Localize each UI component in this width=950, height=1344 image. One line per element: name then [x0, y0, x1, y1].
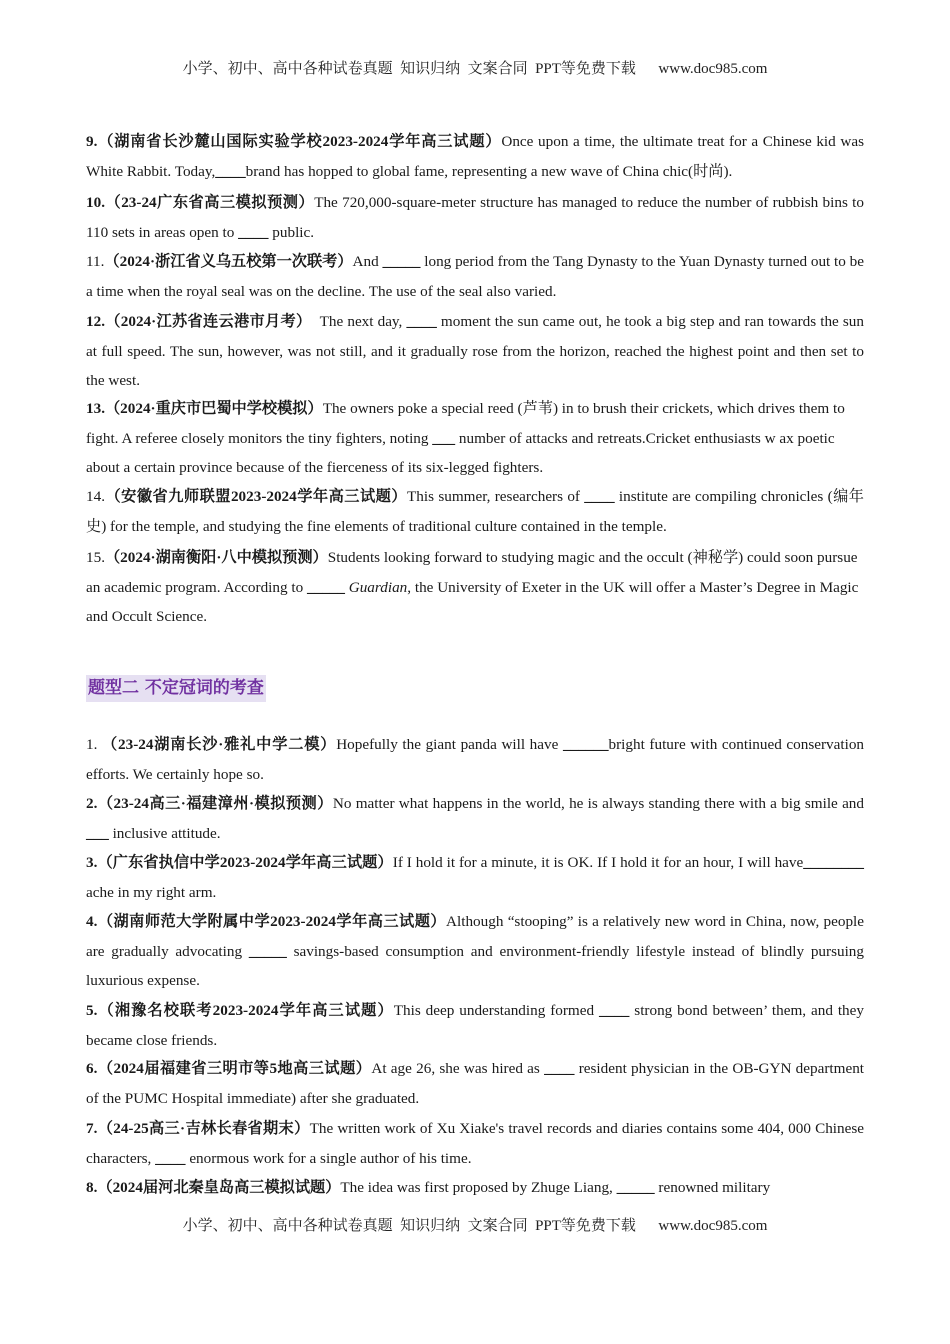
question-text: moment the sun came out, he took a big step and ran towards the sun at full speed. The sun, however, was not still, and it gradually rose from the horizon, reached the highest point and then set to the west.: [86, 313, 864, 389]
question-text: public.: [268, 223, 315, 241]
question-number: 1.: [86, 736, 98, 753]
question-5: [86, 996, 864, 1055]
answer-blank[interactable]: ____: [215, 162, 246, 180]
question-number: 15.: [86, 549, 105, 566]
answer-blank[interactable]: _____: [382, 253, 421, 270]
question-source: （2024·江苏省连云港市月考）: [104, 313, 312, 330]
question-source: （23-24高三·福建漳州·模拟预测）: [97, 795, 333, 812]
question-text: The next day,: [311, 313, 407, 330]
answer-blank[interactable]: ________: [803, 854, 864, 871]
question-text-italic: Guardian: [348, 578, 408, 596]
question-14: [86, 482, 864, 541]
question-6: [86, 1054, 864, 1113]
question-text: renowned military: [654, 1179, 771, 1196]
question-number: 8.: [86, 1179, 98, 1196]
page-footer: 小学、初中、高中各种试卷真题 知识归纳 文案合同 PPT等免费下载 www.doc985.com: [182, 1218, 768, 1234]
question-text: The idea was first proposed by Zhuge Liang,: [340, 1179, 617, 1196]
question-number: 7.: [86, 1120, 98, 1137]
question-text: number of attacks and retreats.Cricket enthusiasts w ax poetic about a certain province because of the fierceness of its six-legged fighters.: [86, 429, 835, 476]
answer-blank[interactable]: _____: [248, 942, 287, 960]
answer-blank[interactable]: _____: [616, 1179, 655, 1196]
answer-blank[interactable]: ____: [238, 223, 269, 241]
question-13: [86, 394, 864, 483]
question-text: resident physician in the OB-GYN department of the PUMC Hospital immediate) after she graduated.: [86, 1060, 865, 1107]
question-text: institute are compiling chronicles (编年史) for the temple, and studying the fine elements of traditional culture contained in the temple.: [86, 488, 864, 535]
question-source: （安徽省九师联盟2023-2024学年高三试题）: [104, 488, 408, 505]
question-text: If I hold it for a minute, it is OK. If I hold it for an hour, I will have: [392, 854, 804, 871]
page-header: 小学、初中、高中各种试卷真题 知识归纳 文案合同 PPT等免费下载 www.doc985.com: [182, 61, 768, 77]
question-12: [86, 307, 864, 396]
question-source: （2024·湖南衡阳·八中模拟预测）: [104, 549, 328, 566]
question-text: enormous work for a single author of his time.: [185, 1149, 472, 1167]
answer-blank[interactable]: _____: [306, 578, 345, 596]
answer-blank[interactable]: ____: [584, 488, 615, 505]
question-number: 2.: [86, 795, 98, 812]
question-source: （23-24湖南长沙·雅礼中学二模）: [102, 736, 337, 753]
question-2: [86, 789, 864, 848]
question-source: （2024·浙江省义乌五校第一次联考）: [104, 253, 353, 270]
question-text: At age 26, she was hired as: [371, 1060, 545, 1077]
question-1: [86, 730, 864, 789]
answer-blank[interactable]: ____: [406, 313, 437, 330]
question-number: 4.: [86, 913, 98, 930]
question-text: long period from the Tang Dynasty to the Yuan Dynasty turned out to be a time when the royal seal was on the decline. The use of the seal also varied.: [86, 253, 865, 300]
question-text: Although “stooping” is a relatively new word in China, now, people are gradually advocating: [86, 913, 864, 960]
answer-blank[interactable]: ____: [155, 1149, 186, 1167]
question-10: [86, 188, 864, 247]
question-15: [86, 543, 864, 632]
answer-blank[interactable]: ___: [86, 824, 109, 842]
question-source: （2024届河北秦皇岛高三模拟试题）: [97, 1179, 341, 1196]
question-text: This deep understanding formed: [393, 1002, 599, 1019]
question-number: 11.: [86, 253, 105, 270]
question-text: strong bond between’ them, and they became close friends.: [86, 1002, 864, 1049]
question-text: bright future with continued conservation efforts. We certainly hope so.: [86, 736, 865, 783]
question-4: [86, 907, 864, 996]
question-9: [86, 127, 864, 186]
question-number: 12.: [86, 313, 105, 330]
question-source: （24-25高三·吉林长春省期末）: [97, 1120, 310, 1137]
question-source: （湖南师范大学附属中学2023-2024学年高三试题）: [97, 913, 447, 930]
question-text: Once upon a time, the ultimate treat for a Chinese kid was White Rabbit. Today,: [86, 133, 864, 180]
question-number: 9.: [86, 133, 98, 150]
question-11: [86, 247, 864, 306]
question-text: And: [352, 253, 383, 270]
question-text: This summer, researchers of: [407, 488, 585, 505]
question-text: The owners poke a special reed (芦苇) in to brush their crickets, which drives them to fight. A referee closely monitors the tiny fighters, noting: [86, 400, 845, 447]
question-number: 5.: [86, 1002, 98, 1019]
question-7: [86, 1114, 864, 1173]
section-heading: 题型二 不定冠词的考查: [86, 675, 266, 702]
question-number: 14.: [86, 488, 105, 505]
question-text: brand has hopped to global fame, representing a new wave of China chic(时尚).: [245, 162, 733, 180]
question-text: The written work of Xu Xiake's travel records and diaries contains some 404, 000 Chinese characters,: [86, 1120, 864, 1167]
question-number: 6.: [86, 1060, 98, 1077]
question-text: ache in my right arm.: [86, 883, 217, 901]
question-text: The 720,000-square-meter structure has managed to reduce the number of rubbish bins to 110 sets in areas open to: [86, 194, 864, 241]
answer-blank[interactable]: ___: [432, 429, 456, 447]
question-source: （湖南省长沙麓山国际实验学校2023-2024学年高三试题）: [97, 133, 502, 150]
question-source: （湘豫名校联考2023-2024学年高三试题）: [97, 1002, 394, 1019]
question-text: inclusive attitude.: [108, 824, 221, 842]
question-text: Hopefully the giant panda will have: [336, 736, 563, 753]
answer-blank[interactable]: ____: [599, 1002, 630, 1019]
question-3: [86, 848, 864, 907]
question-text: Students looking forward to studying magic and the occult (神秘学) could soon pursue an academic program. According to: [86, 549, 858, 596]
question-number: 13.: [86, 400, 105, 417]
answer-blank[interactable]: ____: [544, 1060, 575, 1077]
question-source: （2024届福建省三明市等5地高三试题）: [97, 1060, 372, 1077]
question-text: savings-based consumption and environment-friendly lifestyle instead of blindly pursuing luxurious expense.: [86, 942, 864, 989]
question-text: , the University of Exeter in the UK will offer a Master’s Degree in Magic and Occult Science.: [86, 578, 859, 625]
question-number: 3.: [86, 854, 98, 871]
answer-blank[interactable]: ______: [562, 736, 609, 753]
question-8: [86, 1173, 864, 1203]
question-text: No matter what happens in the world, he is always standing there with a big smile and: [332, 795, 864, 812]
question-source: （23-24广东省高三模拟预测）: [104, 194, 315, 211]
question-number: 10.: [86, 194, 105, 211]
question-source: （广东省执信中学2023-2024学年高三试题）: [97, 854, 393, 871]
question-source: （2024·重庆市巴蜀中学校模拟）: [104, 400, 323, 417]
